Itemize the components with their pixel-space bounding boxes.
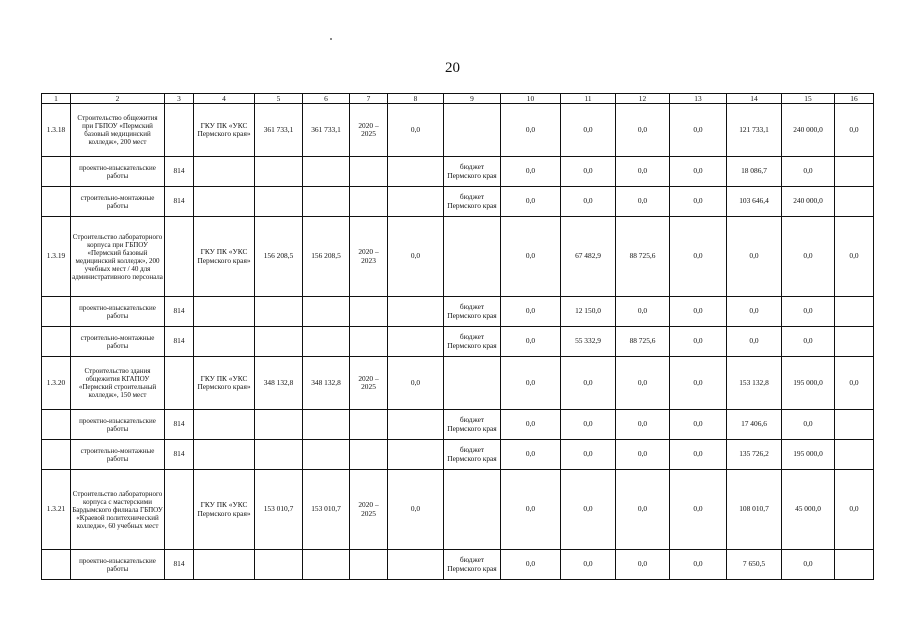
table-cell: 0,0 <box>501 217 561 297</box>
table-cell: Строительство лабораторного корпуса при ГБПОУ «Пермский базовый медицинский колледж», 200 учебных мест / 40 для административного персонала <box>71 217 165 297</box>
column-header: 2 <box>71 94 165 104</box>
table-cell: 2020 – 2025 <box>350 470 388 550</box>
table-cell <box>444 217 501 297</box>
table-cell: 0,0 <box>388 357 444 410</box>
table-cell: 0,0 <box>670 440 727 470</box>
table-cell <box>444 357 501 410</box>
table-cell <box>255 410 303 440</box>
table-cell: 103 646,4 <box>727 187 782 217</box>
table-cell <box>303 410 350 440</box>
table-cell: 0,0 <box>616 440 670 470</box>
column-header: 12 <box>616 94 670 104</box>
column-header: 5 <box>255 94 303 104</box>
table-cell <box>255 550 303 580</box>
table-cell: 348 132,8 <box>303 357 350 410</box>
table-cell: 0,0 <box>501 187 561 217</box>
table-cell <box>350 440 388 470</box>
table-cell: 0,0 <box>561 550 616 580</box>
table-cell: 0,0 <box>501 297 561 327</box>
table-cell: 1.3.21 <box>42 470 71 550</box>
table-cell: бюджет Пермского края <box>444 550 501 580</box>
table-cell: ГКУ ПК «УКС Пермского края» <box>194 357 255 410</box>
table-cell: 0,0 <box>501 104 561 157</box>
table-cell: ГКУ ПК «УКС Пермского края» <box>194 470 255 550</box>
table-cell: 7 650,5 <box>727 550 782 580</box>
table-cell: Строительство лабораторного корпуса с мастерскими Бардымского филиала ГБПОУ «Краевой политехнический колледж», 60 учебных мест <box>71 470 165 550</box>
table-cell: 0,0 <box>670 470 727 550</box>
table-cell: строительно-монтажные работы <box>71 327 165 357</box>
table-cell <box>835 157 874 187</box>
table-cell: 0,0 <box>835 357 874 410</box>
table-cell: 240 000,0 <box>782 187 835 217</box>
table-cell: 0,0 <box>670 410 727 440</box>
table-cell <box>835 187 874 217</box>
program-table <box>41 93 874 580</box>
table-body <box>42 94 874 580</box>
table-cell: Строительство общежития при ГБПОУ «Пермский базовый медицинский колледж», 200 мест <box>71 104 165 157</box>
table-cell: 361 733,1 <box>255 104 303 157</box>
table-cell <box>303 297 350 327</box>
column-header: 6 <box>303 94 350 104</box>
table-cell: 0,0 <box>782 217 835 297</box>
table-cell: 45 000,0 <box>782 470 835 550</box>
column-header: 7 <box>350 94 388 104</box>
table-cell <box>835 410 874 440</box>
table-row-subitem <box>42 550 874 580</box>
table-cell: бюджет Пермского края <box>444 157 501 187</box>
table-cell: 18 086,7 <box>727 157 782 187</box>
table-cell <box>388 327 444 357</box>
table-cell: 0,0 <box>561 104 616 157</box>
column-number-row <box>42 94 874 104</box>
table-cell: 2020 – 2025 <box>350 104 388 157</box>
table-cell: 0,0 <box>670 157 727 187</box>
table-cell <box>42 297 71 327</box>
table-cell: 0,0 <box>782 410 835 440</box>
table-row-object <box>42 357 874 410</box>
table-cell <box>165 217 194 297</box>
table-row-subitem <box>42 297 874 327</box>
column-header: 8 <box>388 94 444 104</box>
table-cell: 55 332,9 <box>561 327 616 357</box>
table-cell <box>255 440 303 470</box>
table-cell <box>42 440 71 470</box>
table-cell: 153 132,8 <box>727 357 782 410</box>
table-cell <box>303 327 350 357</box>
table-cell: 0,0 <box>388 104 444 157</box>
table-cell: 2020 – 2023 <box>350 217 388 297</box>
table-cell: ГКУ ПК «УКС Пермского края» <box>194 104 255 157</box>
table-cell <box>835 327 874 357</box>
table-cell: 0,0 <box>501 157 561 187</box>
table-cell: проектно-изыскательские работы <box>71 157 165 187</box>
table-cell: 814 <box>165 297 194 327</box>
table-cell: 88 725,6 <box>616 327 670 357</box>
table-row-object <box>42 470 874 550</box>
table-cell <box>388 550 444 580</box>
table-cell: 0,0 <box>616 357 670 410</box>
table-cell: 0,0 <box>727 217 782 297</box>
table-row-object <box>42 104 874 157</box>
table-cell: 0,0 <box>388 470 444 550</box>
table-row-subitem <box>42 187 874 217</box>
table-cell <box>350 187 388 217</box>
table-cell <box>194 410 255 440</box>
table-cell <box>835 440 874 470</box>
table-cell: 240 000,0 <box>782 104 835 157</box>
table-cell <box>388 440 444 470</box>
table-cell: 0,0 <box>782 327 835 357</box>
table-cell <box>350 157 388 187</box>
table-cell <box>444 104 501 157</box>
table-cell: 814 <box>165 327 194 357</box>
table-cell: 814 <box>165 410 194 440</box>
table-cell: строительно-монтажные работы <box>71 440 165 470</box>
table-cell <box>42 157 71 187</box>
column-header: 9 <box>444 94 501 104</box>
table-cell: 0,0 <box>616 157 670 187</box>
table-cell: 12 150,0 <box>561 297 616 327</box>
table-cell: 156 208,5 <box>303 217 350 297</box>
table-cell: 0,0 <box>835 217 874 297</box>
column-header: 16 <box>835 94 874 104</box>
scan-speck <box>330 38 332 40</box>
table-cell: проектно-изыскательские работы <box>71 550 165 580</box>
table-row-subitem <box>42 410 874 440</box>
table-cell: 0,0 <box>782 157 835 187</box>
table-cell <box>42 187 71 217</box>
table-cell: Строительство здания общежития КГАПОУ «Пермский строительный колледж», 150 мест <box>71 357 165 410</box>
table-cell: 0,0 <box>561 470 616 550</box>
table-cell: 88 725,6 <box>616 217 670 297</box>
table-cell <box>165 470 194 550</box>
column-header: 14 <box>727 94 782 104</box>
column-header: 13 <box>670 94 727 104</box>
table-cell: 0,0 <box>670 217 727 297</box>
table-cell: строительно-монтажные работы <box>71 187 165 217</box>
table-cell: 348 132,8 <box>255 357 303 410</box>
table-cell: бюджет Пермского края <box>444 187 501 217</box>
table-cell <box>350 327 388 357</box>
table-cell: 0,0 <box>670 357 727 410</box>
table-cell: 814 <box>165 440 194 470</box>
table-cell: 195 000,0 <box>782 440 835 470</box>
table-cell: 195 000,0 <box>782 357 835 410</box>
table-cell: 2020 – 2025 <box>350 357 388 410</box>
table-cell: 0,0 <box>670 550 727 580</box>
table-cell: 0,0 <box>782 297 835 327</box>
table-cell: 0,0 <box>561 440 616 470</box>
table-cell: 0,0 <box>501 440 561 470</box>
table-cell: 0,0 <box>616 104 670 157</box>
table-cell: 0,0 <box>501 550 561 580</box>
table-cell: 17 406,6 <box>727 410 782 440</box>
table-cell: 1.3.18 <box>42 104 71 157</box>
column-header: 15 <box>782 94 835 104</box>
table-cell: 0,0 <box>501 470 561 550</box>
table-cell: бюджет Пермского края <box>444 327 501 357</box>
table-cell <box>303 550 350 580</box>
table-row-object <box>42 217 874 297</box>
table-cell: 361 733,1 <box>303 104 350 157</box>
table-cell <box>388 187 444 217</box>
table-cell: 814 <box>165 157 194 187</box>
table-cell: 156 208,5 <box>255 217 303 297</box>
table-cell: проектно-изыскательские работы <box>71 297 165 327</box>
table-cell: 0,0 <box>616 297 670 327</box>
table-cell: 0,0 <box>616 410 670 440</box>
table-cell <box>194 550 255 580</box>
table-cell: 135 726,2 <box>727 440 782 470</box>
table-cell <box>255 327 303 357</box>
table-cell <box>388 410 444 440</box>
column-header: 10 <box>501 94 561 104</box>
table-cell: 0,0 <box>501 357 561 410</box>
table-cell <box>350 297 388 327</box>
table-cell <box>303 187 350 217</box>
table-cell <box>444 470 501 550</box>
table-cell: 814 <box>165 187 194 217</box>
table-row-subitem <box>42 327 874 357</box>
table-cell: бюджет Пермского края <box>444 440 501 470</box>
table-cell <box>42 550 71 580</box>
table-cell: 0,0 <box>501 410 561 440</box>
table-cell <box>350 550 388 580</box>
table-cell: 0,0 <box>561 187 616 217</box>
table-cell: 121 733,1 <box>727 104 782 157</box>
table-cell: 0,0 <box>616 187 670 217</box>
table-cell <box>255 187 303 217</box>
table-cell <box>255 157 303 187</box>
table-cell: 0,0 <box>561 410 616 440</box>
table-cell: бюджет Пермского края <box>444 410 501 440</box>
column-header: 4 <box>194 94 255 104</box>
table-cell <box>194 157 255 187</box>
table-cell: 0,0 <box>727 327 782 357</box>
table-cell <box>42 410 71 440</box>
table-cell: проектно-изыскательские работы <box>71 410 165 440</box>
table-cell <box>194 297 255 327</box>
table-cell: 153 010,7 <box>303 470 350 550</box>
table-cell: 0,0 <box>670 104 727 157</box>
table-cell: бюджет Пермского края <box>444 297 501 327</box>
column-header: 11 <box>561 94 616 104</box>
table-cell: 0,0 <box>616 470 670 550</box>
table-cell: 67 482,9 <box>561 217 616 297</box>
table-cell <box>388 157 444 187</box>
table-cell: 0,0 <box>670 187 727 217</box>
table-cell: 0,0 <box>561 157 616 187</box>
table-cell <box>350 410 388 440</box>
table-cell: 0,0 <box>782 550 835 580</box>
table-cell <box>388 297 444 327</box>
table-cell <box>835 297 874 327</box>
table-cell: 814 <box>165 550 194 580</box>
table-row-subitem <box>42 440 874 470</box>
table-cell <box>194 187 255 217</box>
table-cell <box>194 327 255 357</box>
table-cell: 153 010,7 <box>255 470 303 550</box>
table-cell: 0,0 <box>835 104 874 157</box>
table-cell: 0,0 <box>561 357 616 410</box>
table-cell: 0,0 <box>835 470 874 550</box>
table-cell: 0,0 <box>670 327 727 357</box>
table-cell <box>194 440 255 470</box>
table-cell <box>303 440 350 470</box>
column-header: 1 <box>42 94 71 104</box>
table-cell: 0,0 <box>501 327 561 357</box>
table-cell: 0,0 <box>727 297 782 327</box>
page-number: 20 <box>445 60 460 76</box>
table-cell <box>835 550 874 580</box>
table-cell <box>303 157 350 187</box>
table-cell: ГКУ ПК «УКС Пермского края» <box>194 217 255 297</box>
table-cell: 0,0 <box>388 217 444 297</box>
table-cell: 0,0 <box>670 297 727 327</box>
table-cell <box>165 357 194 410</box>
table-cell <box>165 104 194 157</box>
table-cell: 108 010,7 <box>727 470 782 550</box>
column-header: 3 <box>165 94 194 104</box>
table-row-subitem <box>42 157 874 187</box>
table-cell <box>255 297 303 327</box>
table-cell: 1.3.20 <box>42 357 71 410</box>
table-cell: 0,0 <box>616 550 670 580</box>
table-cell <box>42 327 71 357</box>
table-cell: 1.3.19 <box>42 217 71 297</box>
